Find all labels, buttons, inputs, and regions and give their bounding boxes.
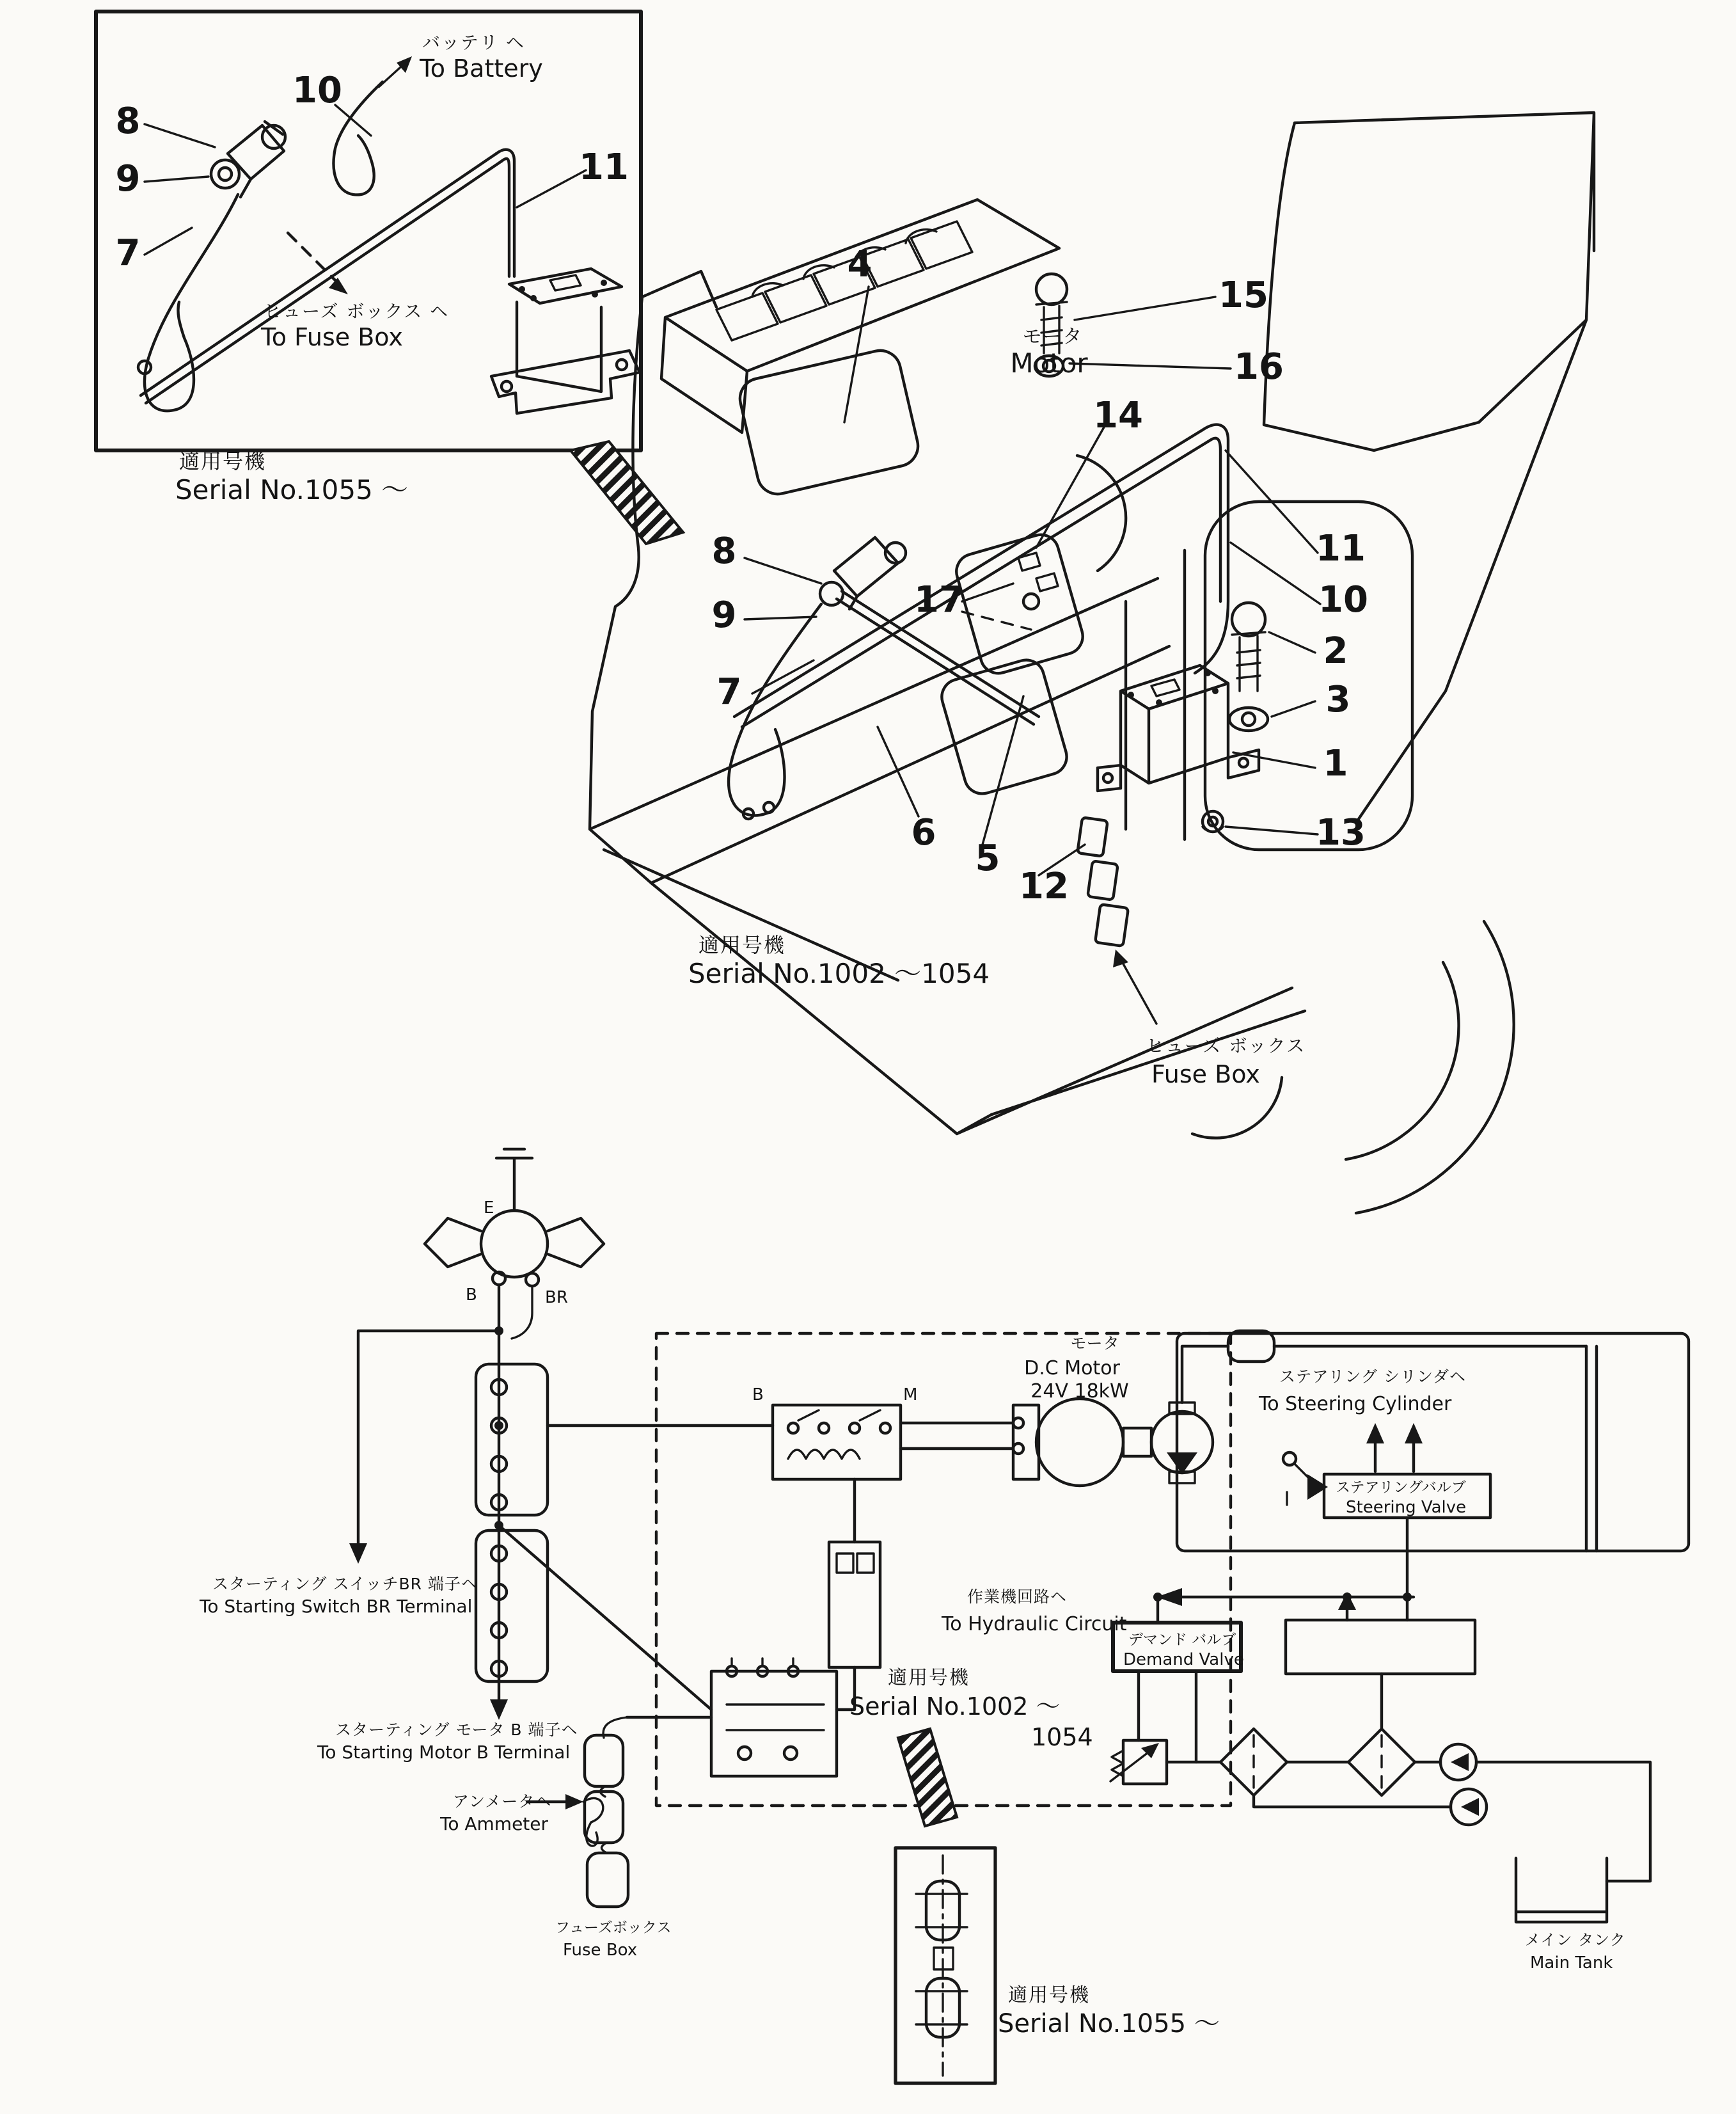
steering-valve-label-en: Steering Valve [1346,1498,1467,1517]
fuse-stack-icon [585,1717,628,1907]
inset-callout-11: 11 [579,147,629,188]
inset-leaders [145,105,586,255]
main-callout-11: 11 [1316,528,1366,569]
to-battery-label-en: To Battery [420,54,543,83]
alternator-b-label: B [466,1285,477,1305]
main-fuse-box-label-en: Fuse Box [1151,1060,1260,1088]
main-view-serial-1002-1054 [590,113,1594,1213]
main-tank-label-jp: メイン タンク [1525,1931,1626,1949]
bolt-2-icon [1232,603,1265,691]
motor-label-en: Motor [1010,347,1088,379]
alternator-br-label: BR [545,1288,568,1307]
dc-motor-label-en: D.C Motor [1024,1357,1120,1379]
alternator-e-label: E [484,1198,494,1218]
switch-part-icon [211,122,285,197]
machine-outline [590,113,1594,1213]
main-cables [729,425,1228,819]
inset-callout-7: 7 [115,232,141,274]
switch-terminal-label-en: To Starting Switch BR Terminal [200,1596,473,1617]
alternator-symbol [425,1149,604,1339]
ammeter-label-jp: アンメータヘ [453,1792,552,1811]
steering-cylinder-label-jp: ステアリング シリンダヘ [1279,1367,1466,1386]
relay-symbol [627,1658,837,1776]
fuse-box-parts-icon [1077,817,1156,1024]
schematic-fuse-box-label-en: Fuse Box [563,1941,638,1960]
main-callout-14: 14 [1093,395,1143,436]
schematic-serial-a-jp: 適用号機 [888,1667,970,1689]
main-callout-4: 4 [847,244,872,285]
dc-motor-label-jp: モータ [1070,1334,1120,1353]
main-callout-9: 9 [711,594,737,636]
schematic-serial-a-en: Serial No.1002 ～ [849,1692,1061,1721]
hydraulic-lower-circuit [1110,1671,1650,1922]
inset-callout-10: 10 [292,70,342,111]
to-battery-label-jp: バッテリ ヘ [422,32,525,53]
battery-bank-icons [476,1364,548,1681]
contactor-symbol [773,1405,901,1542]
main-callout-5: 5 [975,838,1000,879]
inset-callout-9: 9 [115,158,141,200]
hatched-pointer-top [571,441,683,544]
hatched-pointer-bottom [898,1729,957,1826]
main-tank-label-en: Main Tank [1530,1953,1613,1973]
main-callout-1: 1 [1323,743,1348,784]
cable-11 [141,150,514,403]
schematic-serial-b-jp: 適用号機 [1008,1984,1090,2007]
main-callout-8: 8 [711,530,737,572]
demand-valve-label-en: Demand Valve [1123,1650,1244,1669]
inset-callout-8: 8 [115,100,141,142]
inset-relay-icon [491,269,640,413]
dc-motor-symbol [901,1331,1586,1486]
schematic-serial-a-en2: 1054 [1031,1723,1093,1751]
main-serial-label-jp: 適用号機 [698,933,786,957]
hydraulic-circuit-label-en: To Hydraulic Circuit [942,1613,1127,1635]
main-callout-3: 3 [1325,679,1351,720]
schematic-serial-b-en: Serial No.1055 ～ [998,2009,1220,2038]
to-fuse-box-label-jp: ヒューズ ボックス ヘ [264,301,450,322]
schematic-wires [349,1285,773,1720]
contactor-m-label: M [903,1385,918,1404]
main-callout-6: 6 [911,812,936,854]
main-fuse-box-label-jp: ヒューズ ボックス [1146,1035,1306,1056]
main-callout-10: 10 [1318,579,1368,621]
steering-valve-label-jp: ステアリングバルブ [1336,1479,1466,1496]
motor-terminal-label-en: To Starting Motor B Terminal [317,1742,571,1763]
motor-terminal-label-jp: スターティング モータ B 端子ヘ [335,1721,578,1739]
bottom-inset-box [896,1848,995,2083]
circuit-schematic [199,1149,1689,2083]
demand-valve-label-jp: デマンド バルブ [1128,1632,1236,1648]
main-callout-15: 15 [1219,274,1268,316]
ammeter-label-en: To Ammeter [440,1813,549,1834]
to-fuse-box-label-en: To Fuse Box [261,323,403,351]
inset-view-serial-1055 [96,12,641,505]
contactor-b-label: B [752,1385,764,1404]
dc-motor-label-spec: 24V 18kW [1030,1380,1129,1403]
main-serial-label-en: Serial No.1002 ～1054 [688,958,990,989]
main-callout-2: 2 [1323,630,1348,672]
main-callout-13: 13 [1316,812,1366,854]
cable-10 [334,56,412,195]
main-callout-17: 17 [914,579,964,621]
schematic-fuse-box-label-jp: フューズボックス [555,1919,672,1936]
switch-terminal-label-jp: スターティング スイッチBR 端子ヘ [212,1575,478,1593]
main-callout-7: 7 [716,671,742,713]
washer-3-icon [1229,708,1268,731]
main-callout-16: 16 [1234,346,1284,388]
steering-cylinder-label-en: To Steering Cylinder [1259,1393,1452,1415]
main-callout-12: 12 [1019,866,1069,907]
wire-harness-7 [138,195,238,411]
hydraulic-circuit-label-jp: 作業機回路ヘ [967,1587,1068,1606]
motor-label-jp: モータ [1022,326,1084,348]
inset-serial-label-jp: 適用号機 [179,449,267,473]
relay-enclosure-dashed [656,1333,1231,1806]
inset-serial-label-en: Serial No.1055 ～ [175,474,409,505]
